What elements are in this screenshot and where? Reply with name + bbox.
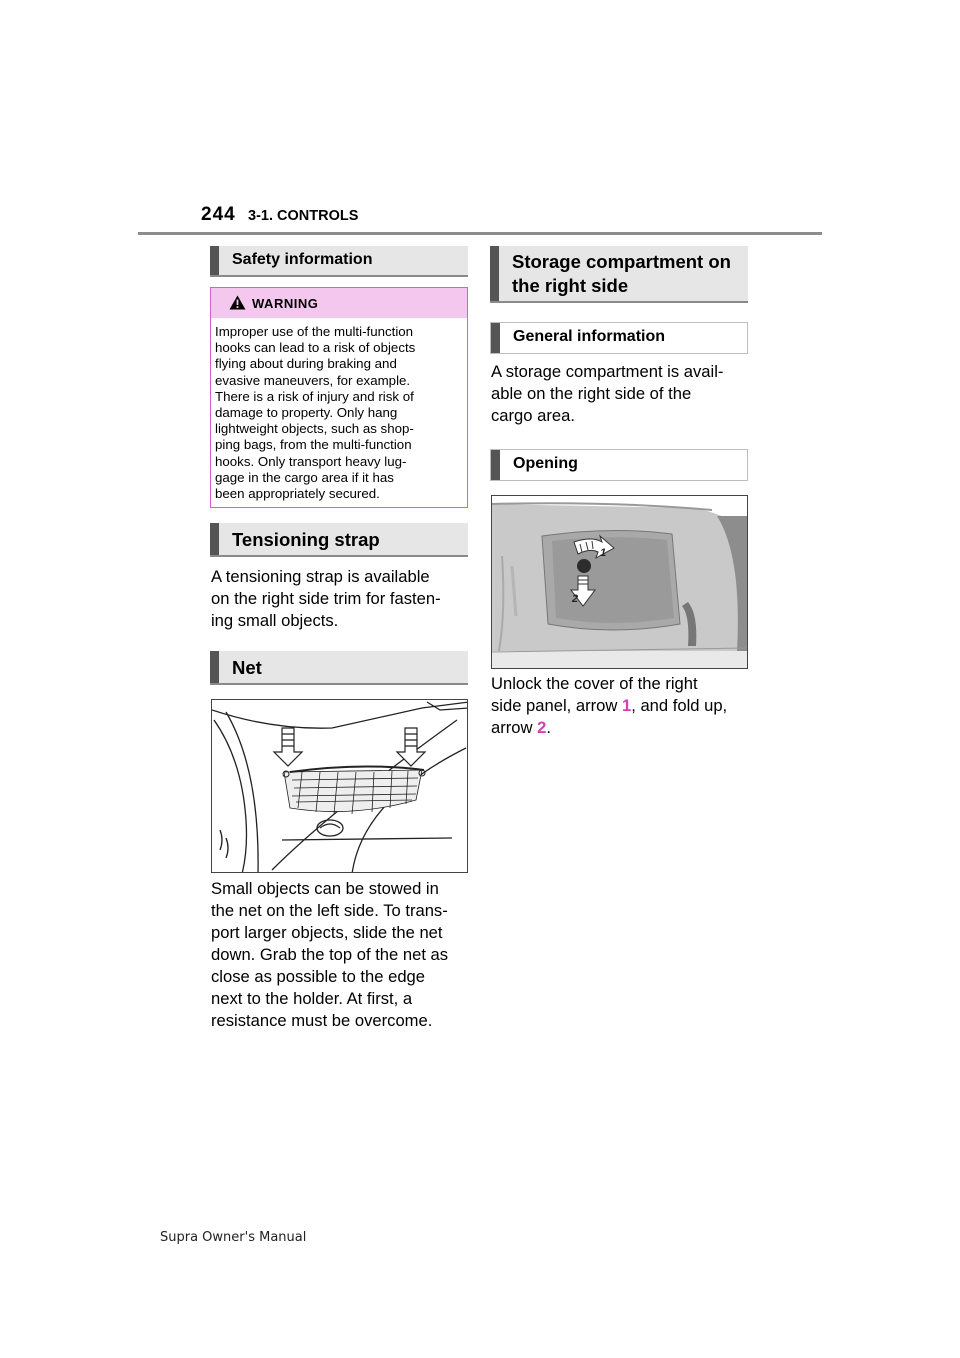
- warning-header: [211, 288, 467, 318]
- warning-line: evasive maneuvers, for example.: [215, 372, 411, 388]
- heading-bar: [210, 651, 219, 683]
- arrow-reference-2: 2: [537, 718, 547, 737]
- heading-label: [512, 250, 731, 298]
- warning-line: hooks. Only transport heavy lug-: [215, 453, 407, 469]
- text-line: able on the right side of the: [491, 384, 692, 403]
- warning-line: lightweight objects, such as shop-: [215, 421, 414, 437]
- heading-bar: [490, 246, 499, 301]
- storage-drawing: [492, 496, 748, 669]
- text-line: [491, 695, 753, 717]
- net-drawing: [212, 700, 468, 873]
- warning-line: Improper use of the multi-function: [215, 324, 414, 339]
- heading-tensioning-strap: [210, 523, 468, 557]
- text-line: Small objects can be stowed in: [211, 879, 439, 898]
- arrow-reference-1: 1: [621, 696, 632, 715]
- heading-opening: [490, 449, 748, 481]
- warning-line: flying about during braking and: [215, 356, 397, 372]
- warning-text: [215, 324, 465, 502]
- warning-line: damage to property. Only hang: [215, 405, 398, 421]
- warning-triangle-icon: [229, 295, 246, 310]
- heading-net: [210, 651, 468, 685]
- figure-label-2: 2: [572, 593, 579, 605]
- heading-safety-information: [210, 246, 468, 277]
- text-line: [491, 717, 753, 739]
- heading-label: Net: [232, 657, 262, 678]
- heading-storage-compartment: [490, 246, 748, 303]
- text-line: cargo area.: [491, 406, 575, 425]
- heading-line: the right side: [512, 275, 629, 296]
- heading-label: Safety information: [232, 251, 373, 268]
- text-line: close as possible to the edge: [211, 967, 426, 986]
- text-line: Unlock the cover of the right: [491, 674, 698, 693]
- page-number: 244: [201, 204, 236, 225]
- header-rule: [138, 232, 822, 235]
- text-line: A tensioning strap is available: [211, 567, 430, 586]
- text-line: resistance must be overcome.: [211, 1011, 433, 1030]
- net-text: [211, 878, 473, 1032]
- text-line: A storage compartment is avail-: [491, 362, 724, 381]
- text-line: port larger objects, slide the net: [211, 923, 443, 942]
- heading-label: General information: [513, 328, 666, 345]
- warning-line: hooks can lead to a risk of objects: [215, 340, 416, 356]
- heading-bar: [491, 323, 500, 353]
- warning-line: There is a risk of injury and risk of: [215, 388, 414, 404]
- heading-line: Storage compartment on: [512, 251, 731, 272]
- text-fragment: arrow: [491, 718, 538, 737]
- heading-bar: [210, 523, 219, 555]
- general-information-text: [491, 361, 753, 427]
- warning-line: gage in the cargo area if it has: [215, 469, 394, 485]
- heading-bar: [210, 246, 219, 275]
- text-fragment: side panel, arrow: [491, 696, 622, 715]
- text-line: on the right side trim for fasten-: [211, 589, 441, 608]
- warning-box: [210, 287, 468, 508]
- text-line: the net on the left side. To trans-: [211, 901, 448, 920]
- text-line: next to the holder. At first, a: [211, 989, 413, 1008]
- tensioning-strap-text: [211, 566, 473, 632]
- warning-line: been appropriately secured.: [215, 486, 380, 502]
- net-illustration: [211, 699, 468, 873]
- heading-label: Tensioning strap: [232, 529, 380, 550]
- text-fragment: .: [546, 718, 551, 737]
- heading-bar: [491, 450, 500, 480]
- warning-line: ping bags, from the multi-function: [215, 437, 412, 453]
- figure-label-1: 1: [600, 547, 607, 559]
- storage-compartment-photo: [491, 495, 748, 669]
- footer-manual-title: Supra Owner's Manual: [160, 1230, 307, 1245]
- text-fragment: , and fold up,: [631, 696, 728, 715]
- heading-general-information: [490, 322, 748, 354]
- chapter-title: 3-1. CONTROLS: [248, 208, 359, 224]
- text-line: ing small objects.: [211, 611, 339, 630]
- text-line: down. Grab the top of the net as: [211, 945, 449, 964]
- opening-text: [491, 673, 753, 739]
- heading-label: Opening: [513, 455, 578, 472]
- warning-title: WARNING: [252, 296, 319, 311]
